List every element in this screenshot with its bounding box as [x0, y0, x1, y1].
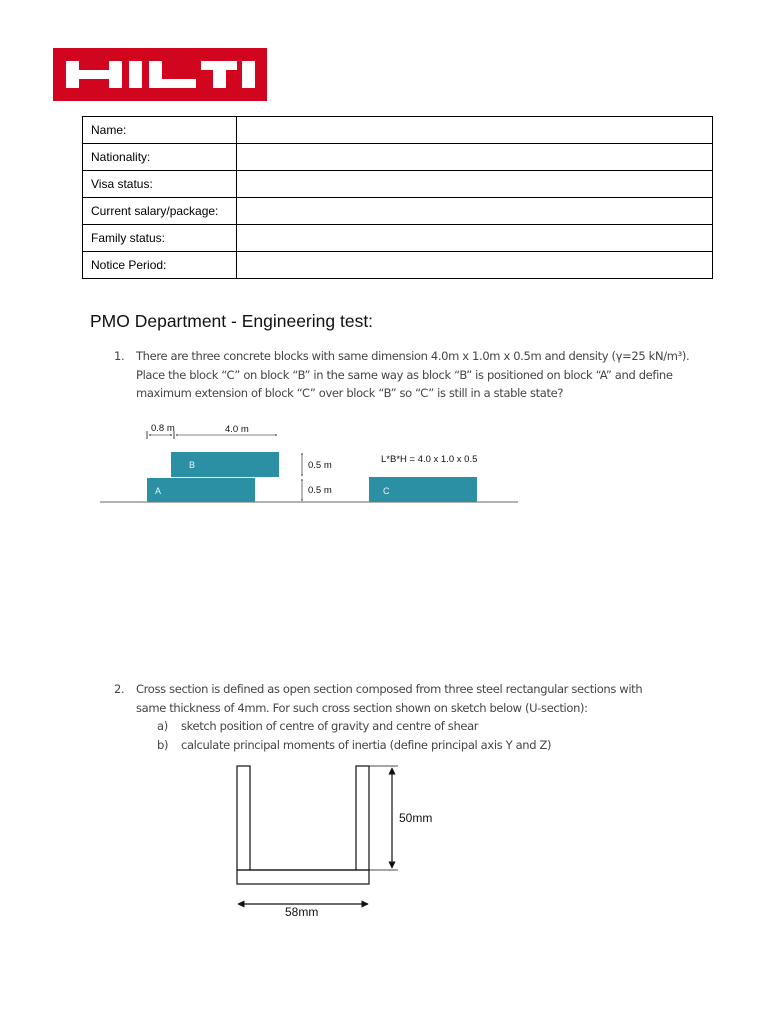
question-text-line: Place the block “C” on block “B” in the same way as block “B” is positioned on block “A” and define [136, 367, 673, 382]
height-bottom-label: 0.5 m [308, 485, 332, 496]
page-title: PMO Department - Engineering test: [90, 311, 374, 331]
form-label: Name: [83, 117, 237, 144]
block-a-label: A [155, 486, 162, 496]
form-label: Family status: [83, 225, 237, 252]
sub-item-text: calculate principal moments of inertia (define principal axis Y and Z) [181, 738, 552, 752]
question-text-line: maximum extension of block “C” over block “B” so “C” is still in a stable state? [136, 386, 564, 400]
form-label: Nationality: [83, 144, 237, 171]
form-label: Notice Period: [83, 252, 237, 279]
height-top-label: 0.5 m [308, 460, 332, 471]
form-label: Visa status: [83, 171, 237, 198]
sub-item-marker: b) [157, 738, 169, 752]
u-section-web [237, 870, 369, 884]
form-label: Current salary/package: [83, 198, 237, 225]
question-number: 1. [114, 349, 125, 363]
sub-item-text: sketch position of centre of gravity and centre of shear [181, 719, 479, 733]
block-b-label: B [189, 460, 196, 470]
length-label: 4.0 m [225, 424, 249, 435]
blocks-figure [100, 423, 518, 502]
u-section-figure [237, 766, 398, 904]
block-a [147, 478, 255, 502]
height-dimension-label: 50mm [399, 811, 433, 825]
u-section-left-flange [237, 766, 250, 870]
block-dimensions-label: L*B*H = 4.0 x 1.0 x 0.5 [381, 454, 478, 465]
u-section-right-flange [356, 766, 369, 870]
question-number: 2. [114, 682, 125, 696]
sub-item-marker: a) [157, 719, 168, 733]
block-b [171, 452, 279, 477]
question-text-line: same thickness of 4mm. For such cross section shown on sketch below (U-section): [136, 700, 588, 715]
width-dimension-label: 58mm [285, 905, 319, 919]
question-text-line: There are three concrete blocks with same dimension 4.0m x 1.0m x 0.5m and density (γ=25 kN/m³). [136, 349, 690, 363]
offset-label: 0.8 m [151, 423, 175, 434]
block-c-label: C [383, 486, 390, 496]
question-text-line: Cross section is defined as open section composed from three steel rectangular sections with [136, 682, 643, 696]
